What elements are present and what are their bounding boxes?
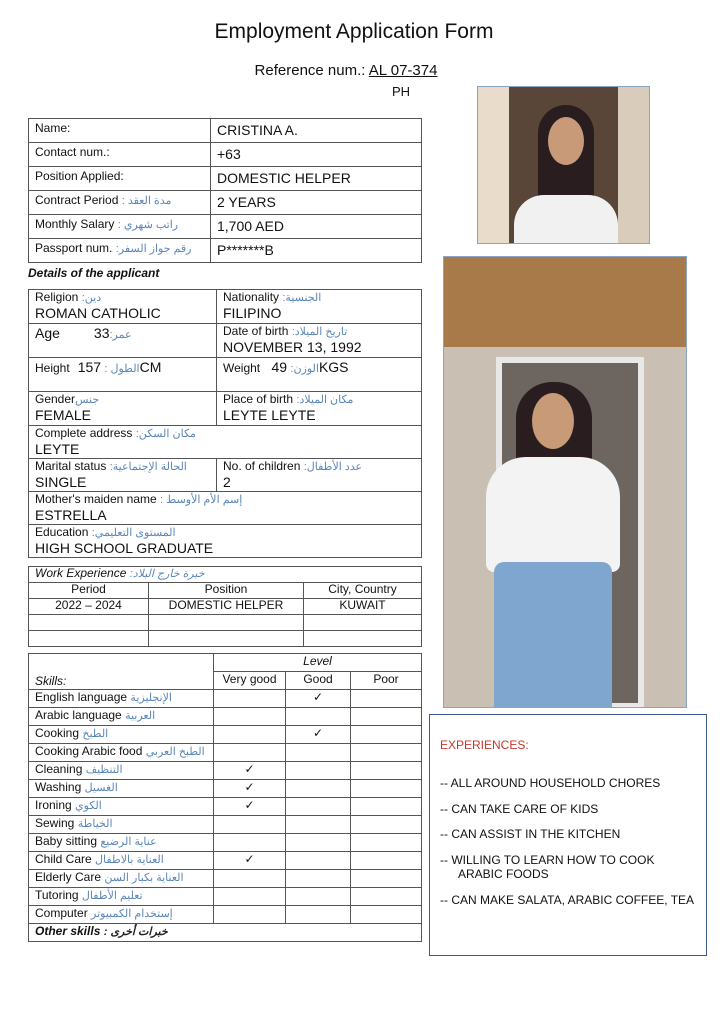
address-cell xyxy=(29,426,422,459)
gender-ar: جنس xyxy=(75,394,100,406)
skill-name-cell xyxy=(29,834,214,852)
applicant-full-body-photo xyxy=(443,256,687,708)
summary-row xyxy=(29,143,422,167)
skill-name: Elderly Care xyxy=(35,870,102,884)
summary-table xyxy=(28,118,422,263)
nationality-ar: الجنسية: xyxy=(282,292,322,304)
summary-label: Position Applied: xyxy=(35,169,124,183)
skill-row xyxy=(29,888,422,906)
skill-row xyxy=(29,798,422,816)
skill-level-cell xyxy=(351,906,422,924)
work-cell xyxy=(149,631,304,647)
skill-level-cell xyxy=(286,726,351,744)
height-cell xyxy=(29,358,217,392)
address-ar: مكان السكن: xyxy=(135,428,196,440)
skill-level-cell xyxy=(286,852,351,870)
skill-name-ar: التنظيف xyxy=(85,764,123,776)
skill-name-cell xyxy=(29,798,214,816)
summary-row xyxy=(29,119,422,143)
skill-level-cell xyxy=(214,780,286,798)
summary-value: CRISTINA A. xyxy=(211,119,422,143)
summary-label: Contract Period xyxy=(35,193,119,207)
shirt-shape xyxy=(514,195,618,244)
skill-level-cell xyxy=(214,852,286,870)
work-cell: KUWAIT xyxy=(304,599,422,615)
skill-row xyxy=(29,762,422,780)
applicant-portrait-photo xyxy=(477,86,650,244)
summary-label-cell xyxy=(29,167,211,191)
work-cell xyxy=(29,615,149,631)
religion-label: Religion xyxy=(35,290,79,304)
level-header: Level xyxy=(214,654,422,672)
skill-level-cell xyxy=(286,690,351,708)
summary-row xyxy=(29,167,422,191)
skill-level-cell xyxy=(286,798,351,816)
skills-table xyxy=(28,653,422,942)
work-title: Work Experience xyxy=(35,566,127,580)
work-row xyxy=(29,615,422,631)
summary-label-ar: مدة العقد : xyxy=(121,195,172,207)
jeans-shape xyxy=(494,562,612,708)
skill-level-cell xyxy=(214,834,286,852)
education-cell xyxy=(29,525,422,558)
mother-value: ESTRELLA xyxy=(35,506,107,523)
skill-name-cell xyxy=(29,762,214,780)
marital-label: Marital status xyxy=(35,459,107,473)
experience-item: -- CAN ASSIST IN THE KITCHEN xyxy=(440,827,621,842)
skill-name: English language xyxy=(35,690,128,704)
summary-row xyxy=(29,215,422,239)
skill-name: Cooking xyxy=(35,726,80,740)
weight-cell xyxy=(217,358,422,392)
shirt-shape xyxy=(486,457,620,572)
skill-name-cell xyxy=(29,888,214,906)
work-header: Position xyxy=(149,583,304,599)
skill-name: Arabic language xyxy=(35,708,122,722)
face-shape xyxy=(532,393,574,449)
skill-level-cell xyxy=(286,816,351,834)
mother-label: Mother's maiden name xyxy=(35,492,157,506)
height-ar: الطول : xyxy=(104,363,140,375)
other-skills-cell xyxy=(29,924,422,942)
gender-label: Gender xyxy=(35,392,76,406)
religion-ar: دين: xyxy=(81,292,102,304)
dob-ar: تاريخ الميلاد: xyxy=(291,326,348,338)
skill-name-ar: الطبخ العربي xyxy=(145,746,205,758)
skill-name-ar: عناية الرضيع xyxy=(100,836,157,848)
weight-ar: الوزن: xyxy=(290,363,319,375)
skill-name: Cleaning xyxy=(35,762,83,776)
check-icon: ✓ xyxy=(244,852,255,866)
skill-name: Cooking Arabic food xyxy=(35,744,143,758)
work-cell xyxy=(304,631,422,647)
skill-name-cell xyxy=(29,906,214,924)
age-label: Age xyxy=(35,325,60,341)
skill-row xyxy=(29,852,422,870)
experience-item: -- CAN MAKE SALATA, ARABIC COFFEE, TEA xyxy=(440,892,695,907)
summary-label: Contact num.: xyxy=(35,145,110,159)
skill-level-cell xyxy=(351,852,422,870)
skill-name-ar: تعليم الأطفال xyxy=(81,890,143,902)
education-value: HIGH SCHOOL GRADUATE xyxy=(35,539,214,556)
form-column xyxy=(28,118,422,942)
check-icon: ✓ xyxy=(244,762,255,776)
skill-row xyxy=(29,726,422,744)
check-icon: ✓ xyxy=(244,780,255,794)
summary-row xyxy=(29,239,422,263)
reference-line xyxy=(0,62,692,79)
work-cell xyxy=(29,631,149,647)
summary-label-cell xyxy=(29,119,211,143)
skill-level-cell xyxy=(214,816,286,834)
gender-value: FEMALE xyxy=(35,406,92,423)
work-row xyxy=(29,599,422,615)
skill-row xyxy=(29,708,422,726)
experience-item: -- ALL AROUND HOUSEHOLD CHORES xyxy=(440,775,661,790)
age-ar: عمر: xyxy=(109,329,132,341)
summary-label: Passport num. xyxy=(35,241,113,255)
skill-level-cell xyxy=(214,690,286,708)
skill-name-ar: الكوي xyxy=(75,800,102,812)
children-cell xyxy=(217,459,422,492)
skill-row xyxy=(29,690,422,708)
pob-ar: مكان الميلاد: xyxy=(296,394,354,406)
skill-level-cell xyxy=(351,798,422,816)
skill-row xyxy=(29,816,422,834)
summary-value: +63 xyxy=(211,143,422,167)
skill-level-cell xyxy=(351,726,422,744)
skill-level-cell xyxy=(286,870,351,888)
skill-name-ar: العربية xyxy=(125,710,156,722)
children-ar: عدد الأطفال: xyxy=(303,461,363,473)
work-title-cell xyxy=(29,567,422,583)
mother-ar: إسم الأم الأوسط : xyxy=(160,494,243,506)
skill-level-cell xyxy=(286,906,351,924)
education-ar: المستوى التعليمي: xyxy=(91,527,176,539)
skill-level-cell xyxy=(214,906,286,924)
education-label: Education xyxy=(35,525,89,539)
work-cell: 2022 – 2024 xyxy=(29,599,149,615)
skill-row xyxy=(29,744,422,762)
skill-level-cell xyxy=(286,762,351,780)
check-icon: ✓ xyxy=(312,690,324,704)
weight-value: 49KGS xyxy=(271,359,349,375)
address-value: LEYTE xyxy=(35,440,80,457)
work-experience-table xyxy=(28,566,422,647)
skill-name-cell xyxy=(29,852,214,870)
summary-value: P*******B xyxy=(211,239,422,263)
address-label: Complete address xyxy=(35,426,133,440)
skill-name-ar: إستخدام الكمبيوتر xyxy=(91,908,173,920)
skill-name-cell xyxy=(29,690,214,708)
skills-title: Skills: xyxy=(29,654,214,690)
summary-value: 1,700 AED xyxy=(211,215,422,239)
details-title: Details of the applicant xyxy=(28,266,160,280)
skill-level-cell xyxy=(351,762,422,780)
skill-name-cell xyxy=(29,744,214,762)
experience-item: -- CAN TAKE CARE OF KIDS xyxy=(440,801,599,816)
skill-name-ar: العناية بالاطفال xyxy=(95,854,164,866)
skill-name: Sewing xyxy=(35,816,75,830)
experiences-box xyxy=(429,714,707,956)
skill-level-cell xyxy=(351,816,422,834)
level-poor: Poor xyxy=(351,672,422,690)
dob-value: NOVEMBER 13, 1992 xyxy=(223,338,362,355)
age-cell xyxy=(29,324,217,358)
reference-number: AL 07-374 xyxy=(368,62,438,79)
check-icon: ✓ xyxy=(244,798,255,812)
height-label: Height xyxy=(35,361,70,375)
summary-value: DOMESTIC HELPER xyxy=(211,167,422,191)
summary-label-ar: راتب شهري : xyxy=(117,219,179,231)
skill-row xyxy=(29,780,422,798)
mother-cell xyxy=(29,492,422,525)
skill-level-cell xyxy=(214,726,286,744)
skill-name-ar: الطبخ xyxy=(82,728,109,740)
work-header: Period xyxy=(29,583,149,599)
skill-name-ar: الإنجليزية xyxy=(130,692,172,704)
country-code: PH xyxy=(392,84,411,99)
experiences-title: EXPERIENCES: xyxy=(440,738,529,752)
skill-level-cell xyxy=(351,834,422,852)
nationality-cell xyxy=(217,290,422,324)
experience-item: -- WILLING TO LEARN HOW TO COOK ARABIC FOODS xyxy=(440,853,655,881)
skill-name: Child Care xyxy=(35,852,92,866)
summary-label: Monthly Salary xyxy=(35,217,115,231)
skill-level-cell xyxy=(286,780,351,798)
work-cell xyxy=(149,615,304,631)
skill-level-cell xyxy=(286,744,351,762)
skill-level-cell xyxy=(351,744,422,762)
pob-value: LEYTE LEYTE xyxy=(223,406,316,423)
children-label: No. of children xyxy=(223,459,301,473)
level-good: Good xyxy=(286,672,351,690)
weight-label: Weight xyxy=(223,361,261,375)
skill-name: Washing xyxy=(35,780,82,794)
skill-name-cell xyxy=(29,708,214,726)
children-value: 2 xyxy=(223,473,231,490)
pob-cell xyxy=(217,392,422,426)
gender-cell xyxy=(29,392,217,426)
nationality-value: FILIPINO xyxy=(223,304,282,321)
skill-name-ar: الخياطة xyxy=(77,818,113,830)
other-skills-ar: خبرات أخرى : xyxy=(103,926,168,938)
work-title-ar: خبرة خارج البلاد: xyxy=(129,568,205,580)
skill-row xyxy=(29,906,422,924)
work-header-row xyxy=(29,583,422,599)
check-icon: ✓ xyxy=(312,726,324,740)
skill-name: Tutoring xyxy=(35,888,79,902)
skill-name: Computer xyxy=(35,906,88,920)
skill-level-cell xyxy=(214,870,286,888)
marital-ar: الحالة الإجتماعية: xyxy=(109,461,187,473)
reference-label: Reference num.: xyxy=(254,62,366,79)
skill-level-cell xyxy=(214,762,286,780)
work-cell xyxy=(304,615,422,631)
work-cell: DOMESTIC HELPER xyxy=(149,599,304,615)
other-skills-label: Other skills xyxy=(35,924,101,938)
summary-label-cell xyxy=(29,191,211,215)
skill-level-cell xyxy=(351,690,422,708)
skill-level-cell xyxy=(351,708,422,726)
summary-label-cell xyxy=(29,239,211,263)
skill-level-cell xyxy=(351,780,422,798)
work-row xyxy=(29,631,422,647)
skill-level-cell xyxy=(214,744,286,762)
skill-level-cell xyxy=(286,834,351,852)
skill-name-cell xyxy=(29,726,214,744)
skill-name-ar: الغسيل xyxy=(84,782,118,794)
skill-name-cell xyxy=(29,780,214,798)
skill-level-cell xyxy=(214,798,286,816)
skill-level-cell xyxy=(286,708,351,726)
skill-level-cell xyxy=(214,708,286,726)
page-title: Employment Application Form xyxy=(214,20,494,43)
pob-label: Place of birth xyxy=(223,392,294,406)
skill-name-ar: العناية بكبار السن xyxy=(104,872,184,884)
summary-row xyxy=(29,191,422,215)
summary-label: Name: xyxy=(35,121,71,135)
details-table xyxy=(28,289,422,558)
face-shape xyxy=(548,117,584,165)
skill-level-cell xyxy=(351,870,422,888)
marital-value: SINGLE xyxy=(35,473,87,490)
level-very-good: Very good xyxy=(214,672,286,690)
skill-row xyxy=(29,870,422,888)
religion-cell xyxy=(29,290,217,324)
skill-row xyxy=(29,834,422,852)
skill-level-cell xyxy=(214,888,286,906)
skill-level-cell xyxy=(351,888,422,906)
skill-name: Baby sitting xyxy=(35,834,98,848)
summary-label-cell xyxy=(29,215,211,239)
summary-label-ar: رقم جواز السفر: xyxy=(115,243,192,255)
height-value: 157CM xyxy=(77,359,162,375)
skill-level-cell xyxy=(286,888,351,906)
summary-label-cell xyxy=(29,143,211,167)
skill-name-cell xyxy=(29,816,214,834)
skill-name-cell xyxy=(29,870,214,888)
dob-label: Date of birth xyxy=(223,324,289,338)
skill-name: Ironing xyxy=(35,798,72,812)
marital-cell xyxy=(29,459,217,492)
dob-cell xyxy=(217,324,422,358)
religion-value: ROMAN CATHOLIC xyxy=(35,304,161,321)
summary-value: 2 YEARS xyxy=(211,191,422,215)
nationality-label: Nationality xyxy=(223,290,280,304)
age-value: 33 xyxy=(93,325,110,341)
work-header: City, Country xyxy=(304,583,422,599)
